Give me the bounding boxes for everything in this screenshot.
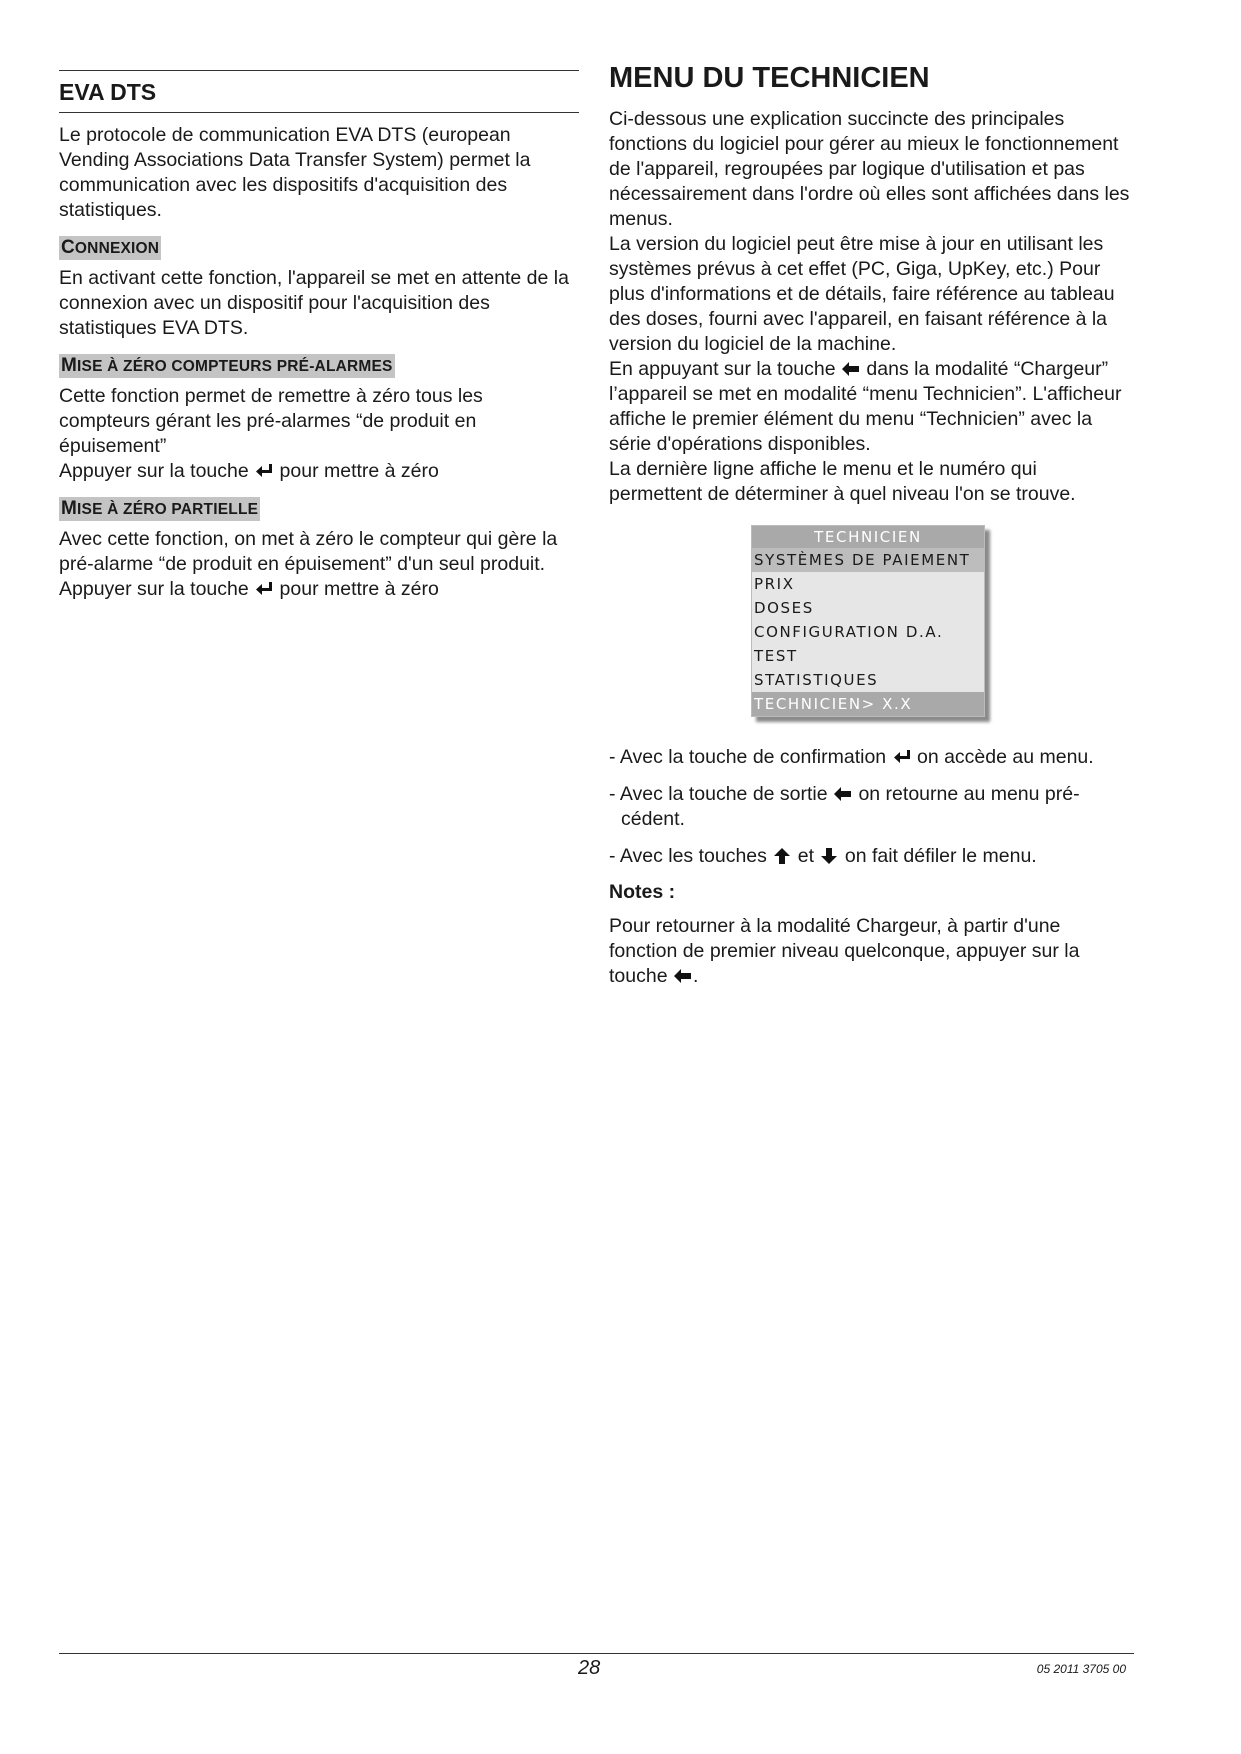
reset-prealarms-action: Appuyer sur la touche pour mettre à zéro <box>59 460 439 482</box>
menu-item-systemes-paiement: SYSTÈMES DE PAIEMENT <box>752 548 984 572</box>
technicien-para-2: La version du logiciel peut être mise à jour en utilisant les systèmes prévus à cet effet (PC, Giga, UpKey, etc.) Pour plus d'informations et de détails, faire référence au tableau des doses, fourni avec l'appareil, en faisant référence à la version du logiciel de la machine. <box>609 233 1115 355</box>
up-arrow-key-icon <box>772 847 792 865</box>
left-column <box>59 70 579 602</box>
subhead-connexion: CONNEXION <box>61 237 160 258</box>
back-key-icon <box>833 785 853 803</box>
page-number: 28 <box>578 1657 601 1679</box>
enter-key-icon <box>892 748 912 766</box>
eva-dts-intro: Le protocole de communication EVA DTS (european Vending Associations Data Transfer System) permet la communication avec les dispositifs d'acquisition des statistiques. <box>59 124 531 221</box>
bullet-confirm: - Avec la touche de confirmation on accède au menu. <box>609 746 1094 768</box>
back-key-icon <box>841 360 861 378</box>
right-column <box>609 62 1134 989</box>
back-key-icon <box>673 967 693 985</box>
reset-prealarms-body: Cette fonction permet de remettre à zéro tous les compteurs gérant les pré-alarmes “de produit en épuisement” <box>59 385 483 457</box>
bullet-scroll: - Avec les touches et on fait défiler le menu. <box>609 845 1037 867</box>
technicien-para-1: Ci-dessous une explication succincte des principales fonctions du logiciel pour gérer au mieux le fonctionnement de l'appareil, regroupées par logique d'utilisation et pas nécessairement dans l'ordre où elles sont affichées dans les menus. <box>609 108 1130 230</box>
notes-body: Pour retourner à la modalité Chargeur, à partir d'une fonction de premier niveau quelconque, appuyer sur la touche . <box>609 915 1080 987</box>
down-arrow-key-icon <box>819 847 839 865</box>
menu-item-test: TEST <box>754 647 798 665</box>
menu-item-statistiques: STATISTIQUES <box>754 671 879 689</box>
menu-item-prix: PRIX <box>754 575 795 593</box>
enter-key-icon <box>254 462 274 480</box>
menu-header: TECHNICIEN <box>752 526 984 548</box>
partial-reset-body: Avec cette fonction, on met à zéro le compteur qui gère la pré-alarme “de produit en épuisement” d'un seul produit. <box>59 528 558 575</box>
subhead-partial-reset: MISE À ZÉRO PARTIELLE <box>61 498 259 519</box>
enter-key-icon <box>254 580 274 598</box>
technicien-menu-display <box>751 525 985 717</box>
menu-item-doses: DOSES <box>754 599 814 617</box>
technicien-para-3: En appuyant sur la touche dans la modalité “Chargeur” l’appareil se met en modalité “menu Technicien”. L'afficheur affiche le premier élément du menu “Technicien” avec la série d'opérations disponibles. <box>609 358 1122 455</box>
technicien-para-4: La dernière ligne affiche le menu et le numéro qui permettent de déterminer à quel niveau l'on se trouve. <box>609 458 1076 505</box>
bullet-exit: - Avec la touche de sortie on retourne au menu pré- cédent. <box>609 783 1080 830</box>
menu-item-configuration: CONFIGURATION D.A. <box>754 623 944 641</box>
notes-title: Notes : <box>609 881 676 903</box>
document-code: 05 2011 3705 00 <box>1036 1662 1126 1676</box>
section-title-eva-dts: EVA DTS <box>59 71 579 113</box>
menu-footer: TECHNICIEN> X.X <box>752 692 984 716</box>
connexion-body: En activant cette fonction, l'appareil se met en attente de la connexion avec un dispositif pour l'acquisition des statistiques EVA DTS. <box>59 267 569 339</box>
footer-rule <box>59 1653 1134 1654</box>
subhead-reset-prealarms: MISE À ZÉRO COMPTEURS PRÉ-ALARMES <box>61 355 393 376</box>
section-title-menu-technicien: MENU DU TECHNICIEN <box>609 62 930 94</box>
partial-reset-action: Appuyer sur la touche pour mettre à zéro <box>59 578 439 600</box>
